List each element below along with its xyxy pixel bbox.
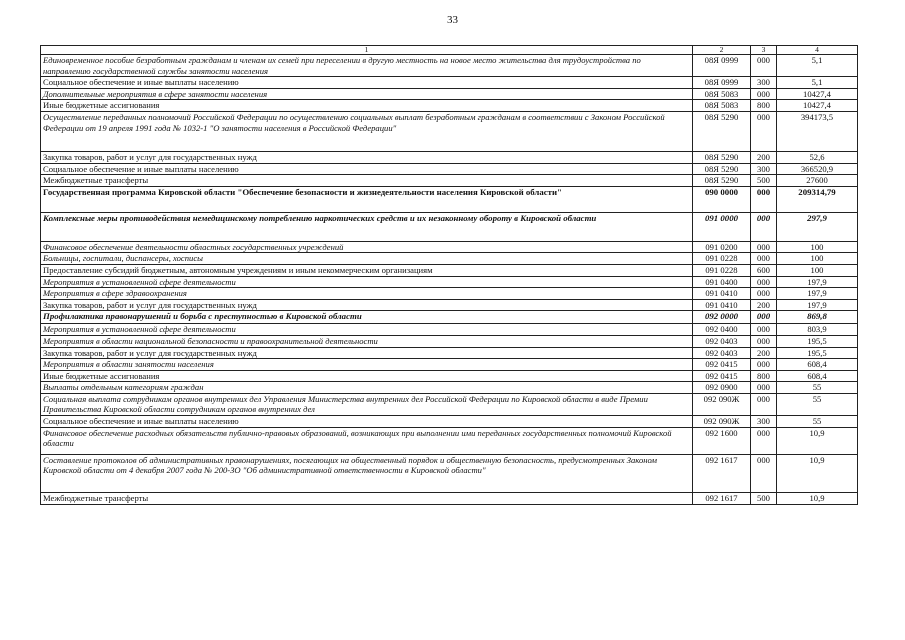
- row-name-cell: Единовременное пособие безработным гражданам и членам их семей при переселении в другую местность на новое место жительства для трудоустройства по направлению государственной службы занятости населения: [41, 55, 693, 77]
- row-code-cell: 08Я 0999: [693, 77, 751, 89]
- row-name-cell: Предоставление субсидий бюджетным, автономным учреждениям и иным некоммерческим организациям: [41, 264, 693, 276]
- table-row: [41, 288, 858, 300]
- row-type-cell: 600: [751, 264, 777, 276]
- row-amount-cell: 366520,9: [777, 163, 858, 175]
- row-amount-cell: 10,9: [777, 454, 858, 492]
- header-col-2: 2: [693, 46, 751, 55]
- row-name-cell: Закупка товаров, работ и услуг для государственных нужд: [41, 299, 693, 311]
- row-type-cell: 000: [751, 311, 777, 324]
- row-type-cell: 200: [751, 347, 777, 359]
- row-amount-cell: 10,9: [777, 492, 858, 504]
- row-name-cell: Профилактика правонарушений и борьба с преступностью в Кировской области: [41, 311, 693, 324]
- row-amount-cell: 10427,4: [777, 88, 858, 100]
- row-amount-cell: 5,1: [777, 55, 858, 77]
- row-type-cell: 000: [751, 454, 777, 492]
- row-amount-cell: 100: [777, 241, 858, 253]
- row-type-cell: 000: [751, 276, 777, 288]
- row-code-cell: 091 0000: [693, 212, 751, 241]
- row-amount-cell: 55: [777, 382, 858, 394]
- table-row: [41, 299, 858, 311]
- table-row: [41, 416, 858, 428]
- row-amount-cell: 197,9: [777, 288, 858, 300]
- row-type-cell: 300: [751, 416, 777, 428]
- row-name-cell: Выплаты отдельным категориям граждан: [41, 382, 693, 394]
- table-row: [41, 335, 858, 347]
- table-row: [41, 359, 858, 371]
- row-code-cell: 091 0410: [693, 299, 751, 311]
- table-row: [41, 253, 858, 265]
- row-type-cell: 000: [751, 241, 777, 253]
- row-amount-cell: 55: [777, 393, 858, 415]
- row-name-cell: Мероприятия в сфере здравоохранения: [41, 288, 693, 300]
- row-amount-cell: 100: [777, 264, 858, 276]
- table-row: [41, 264, 858, 276]
- row-code-cell: 092 0403: [693, 347, 751, 359]
- row-code-cell: 08Я 5290: [693, 163, 751, 175]
- row-amount-cell: 297,9: [777, 212, 858, 241]
- row-type-cell: 000: [751, 427, 777, 454]
- row-name-cell: Межбюджетные трансферты: [41, 492, 693, 504]
- row-name-cell: Финансовое обеспечение деятельности областных государственных учреждений: [41, 241, 693, 253]
- row-name-cell: Закупка товаров, работ и услуг для государственных нужд: [41, 347, 693, 359]
- row-code-cell: 091 0200: [693, 241, 751, 253]
- header-col-3: 3: [751, 46, 777, 55]
- row-name-cell: Мероприятия в области национальной безопасности и правоохранительной деятельности: [41, 335, 693, 347]
- row-name-cell: Иные бюджетные ассигнования: [41, 100, 693, 112]
- row-name-cell: Финансовое обеспечение расходных обязательств публично-правовых образований, возникающих при выполнении ими переданных государственных полномочий Кировской области: [41, 427, 693, 454]
- row-code-cell: 08Я 5290: [693, 151, 751, 163]
- row-type-cell: 800: [751, 370, 777, 382]
- row-code-cell: 08Я 0999: [693, 55, 751, 77]
- row-code-cell: 092 090Ж: [693, 416, 751, 428]
- row-amount-cell: 55: [777, 416, 858, 428]
- table-row: [41, 393, 858, 415]
- row-amount-cell: 10,9: [777, 427, 858, 454]
- row-type-cell: 800: [751, 100, 777, 112]
- row-amount-cell: 10427,4: [777, 100, 858, 112]
- row-name-cell: Мероприятия в установленной сфере деятельности: [41, 324, 693, 336]
- row-code-cell: 08Я 5290: [693, 111, 751, 151]
- row-name-cell: Социальное обеспечение и иные выплаты населению: [41, 416, 693, 428]
- page-number: 33: [447, 14, 458, 26]
- row-type-cell: 000: [751, 324, 777, 336]
- table-row: [41, 111, 858, 151]
- table-row: [41, 276, 858, 288]
- row-code-cell: 08Я 5290: [693, 175, 751, 187]
- row-amount-cell: 197,9: [777, 276, 858, 288]
- table-row: [41, 88, 858, 100]
- table-row: [41, 163, 858, 175]
- row-name-cell: Социальная выплата сотрудникам органов внутренних дел Управления Министерства внутренних дел Российской Федерации по Кировской области в виде Премии Правительства Кировской области сотрудникам органов внутренних дел: [41, 393, 693, 415]
- table-row: [41, 212, 858, 241]
- row-code-cell: 091 0410: [693, 288, 751, 300]
- table-row: [41, 311, 858, 324]
- table-row: [41, 427, 858, 454]
- row-type-cell: 500: [751, 492, 777, 504]
- row-type-cell: 000: [751, 186, 777, 212]
- row-code-cell: 08Я 5083: [693, 88, 751, 100]
- row-type-cell: 300: [751, 163, 777, 175]
- row-amount-cell: 100: [777, 253, 858, 265]
- table-row: [41, 241, 858, 253]
- row-name-cell: Мероприятия в области занятости населения: [41, 359, 693, 371]
- row-code-cell: 092 0403: [693, 335, 751, 347]
- row-type-cell: 000: [751, 359, 777, 371]
- table-row: [41, 370, 858, 382]
- row-name-cell: Межбюджетные трансферты: [41, 175, 693, 187]
- table-row: [41, 492, 858, 504]
- row-amount-cell: 27600: [777, 175, 858, 187]
- table-row: [41, 382, 858, 394]
- row-code-cell: 092 1617: [693, 454, 751, 492]
- row-code-cell: 092 090Ж: [693, 393, 751, 415]
- row-code-cell: 092 1600: [693, 427, 751, 454]
- row-amount-cell: 608,4: [777, 370, 858, 382]
- budget-table: [40, 45, 858, 505]
- table-row: [41, 55, 858, 77]
- row-amount-cell: 209314,79: [777, 186, 858, 212]
- row-name-cell: Осуществление переданных полномочий Российской Федерации по осуществлению социальных выплат безработным гражданам в соответствии с Законом Российской Федерации от 19 апреля 1991 года № 1032-1 "О занятости населения в Российской Федерации": [41, 111, 693, 151]
- row-name-cell: Государственная программа Кировской области "Обеспечение безопасности и жизнедеятельности населения Кировской области": [41, 186, 693, 212]
- row-amount-cell: 195,5: [777, 335, 858, 347]
- row-code-cell: 091 0400: [693, 276, 751, 288]
- table-row: [41, 347, 858, 359]
- row-name-cell: Мероприятия в установленной сфере деятельности: [41, 276, 693, 288]
- row-type-cell: 000: [751, 212, 777, 241]
- row-amount-cell: 394173,5: [777, 111, 858, 151]
- row-code-cell: 091 0228: [693, 253, 751, 265]
- row-type-cell: 000: [751, 382, 777, 394]
- row-code-cell: 092 1617: [693, 492, 751, 504]
- table-row: [41, 175, 858, 187]
- row-type-cell: 000: [751, 55, 777, 77]
- row-name-cell: Комплексные меры противодействия немедицинскому потреблению наркотических средств и их незаконному обороту в Кировской области: [41, 212, 693, 241]
- row-name-cell: Социальное обеспечение и иные выплаты населению: [41, 77, 693, 89]
- row-amount-cell: 803,9: [777, 324, 858, 336]
- row-name-cell: Закупка товаров, работ и услуг для государственных нужд: [41, 151, 693, 163]
- row-code-cell: 091 0228: [693, 264, 751, 276]
- table-row: [41, 100, 858, 112]
- row-amount-cell: 5,1: [777, 77, 858, 89]
- row-name-cell: Социальное обеспечение и иные выплаты населению: [41, 163, 693, 175]
- header-col-1: 1: [41, 46, 693, 55]
- row-amount-cell: 608,4: [777, 359, 858, 371]
- row-type-cell: 000: [751, 88, 777, 100]
- table-row: [41, 324, 858, 336]
- row-type-cell: 200: [751, 299, 777, 311]
- row-type-cell: 000: [751, 288, 777, 300]
- row-type-cell: 300: [751, 77, 777, 89]
- row-type-cell: 000: [751, 253, 777, 265]
- table-row: [41, 454, 858, 492]
- row-code-cell: 092 0000: [693, 311, 751, 324]
- row-code-cell: 092 0415: [693, 370, 751, 382]
- row-amount-cell: 195,5: [777, 347, 858, 359]
- row-code-cell: 092 0400: [693, 324, 751, 336]
- table-row: [41, 186, 858, 212]
- row-type-cell: 000: [751, 111, 777, 151]
- header-col-4: 4: [777, 46, 858, 55]
- row-code-cell: 092 0415: [693, 359, 751, 371]
- table-row: [41, 77, 858, 89]
- row-amount-cell: 197,9: [777, 299, 858, 311]
- row-type-cell: 500: [751, 175, 777, 187]
- row-name-cell: Составление протоколов об административных правонарушениях, посягающих на общественный порядок и общественную безопасность, предусмотренных Законом Кировской области от 4 декабря 2007 года № 200-ЗО "Об административной ответственности в Кировской области": [41, 454, 693, 492]
- row-type-cell: 200: [751, 151, 777, 163]
- row-name-cell: Дополнительные мероприятия в сфере занятости населения: [41, 88, 693, 100]
- row-name-cell: Иные бюджетные ассигнования: [41, 370, 693, 382]
- table-row: [41, 151, 858, 163]
- row-type-cell: 000: [751, 335, 777, 347]
- row-name-cell: Больницы, госпитали, диспансеры, хосписы: [41, 253, 693, 265]
- row-type-cell: 000: [751, 393, 777, 415]
- row-amount-cell: 52,6: [777, 151, 858, 163]
- table-header-row: [41, 46, 858, 55]
- row-code-cell: 092 0900: [693, 382, 751, 394]
- row-code-cell: 08Я 5083: [693, 100, 751, 112]
- row-code-cell: 090 0000: [693, 186, 751, 212]
- row-amount-cell: 869,8: [777, 311, 858, 324]
